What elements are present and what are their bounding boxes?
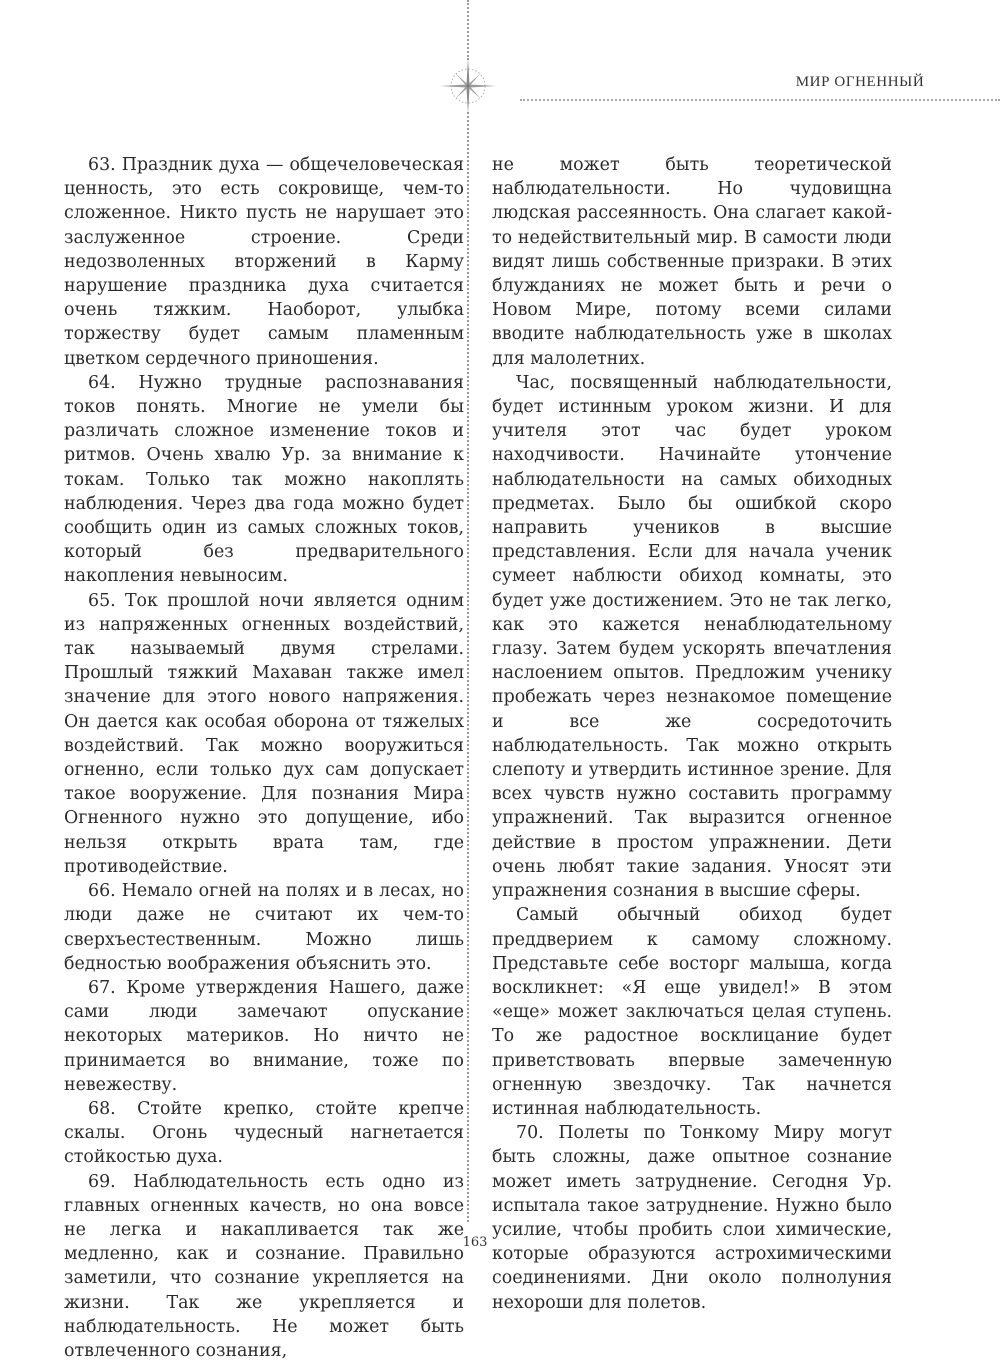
column-divider [467, 112, 469, 1222]
left-column [64, 153, 464, 1363]
paragraph-68: 68. Стойте крепко, стойте крепче скалы. Огонь чудесный нагнетается стойкостью духа. [64, 1098, 464, 1168]
paragraph-69: 69. Наблюдательность есть одно из главных огненных качеств, но она вовсе не легка и накапливается так же медленно, как и сознание. Правильно заметили, что сознание укрепляется на жизни. Так же укрепляется и наблюдательность. Не может быть отвлеченного сознания, [64, 1171, 464, 1361]
paragraph-69-hour: Час, посвященный наблюдательности, будет истинным уроком жизни. И для учителя этот час будет уроком находчивости. Начинайте утончение наблюдательности на самых обиходных предметах. Было бы ошибкой скоро направить учеников в высшие представления. Если для начала ученик сумеет наблюсти обиход комнаты, это будет уже достижением. Это не так легко, как это кажется ненаблюдательному глазу. Затем будем ускорять впечатления наслоением опытов. Предложим ученику пробежать через незнакомое помещение и все же сосредоточить наблюдательность. Так можно открыть слепоту и утвердить истинное зрение. Для всех чувств нужно составить программу упражнений. Так выразится огненное действие в простом упражнении. Дети очень любят такие задания. Уносят эти упражнения сознания в высшие сферы. [492, 372, 892, 902]
paragraph-67: 67. Кроме утверждения Нашего, даже сами люди замечают опускание некоторых материков. Но ничто не принимается во внимание, тоже по невежеству. [64, 977, 464, 1095]
paragraph-64: 64. Нужно трудные распознавания токов понять. Многие не умели бы различать сложное изменение токов и ритмов. Очень хвалю Ур. за внимание к токам. Только так можно накоплять наблюдения. Через два года можно будет сообщить один из самых сложных токов, который без предварительного накопления невыносим. [64, 372, 464, 587]
compass-rose-icon [438, 56, 498, 116]
paragraph-69-continued: не может быть теоретической наблюдательности. Но чудовищна людская рассеянность. Она слагает какой-то недействительный мир. В самости люди видят лишь собственные призраки. В этих блужданиях не может быть и речи о Новом Мире, потому всеми силами вводите наблюдательность уже в школах для малолетних. [492, 155, 892, 369]
header-rule [520, 99, 1000, 101]
paragraph-70: 70. Полеты по Тонкому Миру могут быть сложны, даже опытное сознание может иметь затруднение. Сегодня Ур. испытала такое затруднение. Нужно было усилие, чтобы пробить слои химические, которые образуются астрохимическими соединениями. Дни около полнолуния нехороши для полетов. [492, 1123, 892, 1313]
column-divider-top [467, 0, 469, 60]
paragraph-65: 65. Ток прошлой ночи является одним из напряженных огненных воздействий, так называемый двумя стрелами. Прошлый тяжкий Махаван также имел значение для этого нового напряжения. Он дается как особая оборона от тяжелых воздействий. Так можно вооружиться огненно, если только дух сам допускает такое вооружение. Для познания Мира Огненного нужно это допущение, ибо нельзя открыть врата там, где противодействие. [64, 590, 464, 877]
running-title: МИР ОГНЕННЫЙ [795, 74, 925, 90]
paragraph-66: 66. Немало огней на полях и в лесах, но люди даже не считают их чем-то сверхъестественным. Можно лишь бедностью воображения объяснить это. [64, 881, 464, 974]
page-number: 163 [462, 1235, 488, 1250]
paragraph-63: 63. Праздник духа — общечеловеческая ценность, это есть сокровище, чем-то сложенное. Никто пусть не нарушает это заслуженное строение. Среди недозволенных вторжений в Карму нарушение праздника духа считается очень тяжким. Наоборот, улыбка торжеству будет самым пламенным цветком сердечного приношения. [64, 155, 464, 369]
paragraph-69-ordinary: Самый обычный обиход будет преддверием к самому сложному. Представьте себе восторг малыша, когда воскликнет: «Я еще увидел!» В этом «еще» может заключаться целая ступень. То же радостное восклицание будет приветствовать впервые замеченную огненную звездочку. Так начнется истинная наблюдательность. [492, 905, 892, 1119]
right-column [492, 153, 892, 1315]
